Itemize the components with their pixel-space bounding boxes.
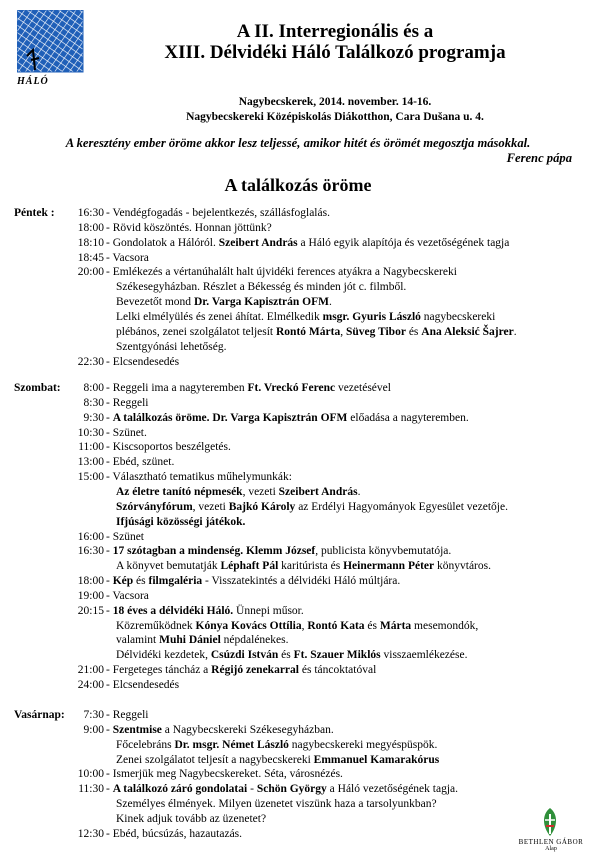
schedule-item: - 17 szótagban a mindenség. Klemm József, publicista könyvbemutatója. xyxy=(106,545,452,558)
schedule-item: - Rövid köszöntés. Honnan jöttünk? xyxy=(106,221,272,234)
schedule-item: - Reggeli xyxy=(106,709,149,721)
schedule-item: - Szünet xyxy=(106,530,145,543)
schedule-item: - Reggeli xyxy=(106,396,149,409)
schedule-item: - Ebéd, szünet. xyxy=(106,456,175,469)
schedule-time: 16:30 xyxy=(77,207,104,219)
schedule-item: Szentgyónási lehetőség. xyxy=(116,340,227,353)
schedule-item: Közreműködnek Kónya Kovács Ottília, Rontó Kata és Márta mesemondók, xyxy=(116,619,479,632)
schedule-item: Személyes élmények. Milyen üzenetet viszünk haza a tarsolyunkban? xyxy=(116,798,437,811)
day-saturday: Szombat: xyxy=(14,382,61,394)
schedule-time: 16:30 xyxy=(77,545,104,558)
schedule-time: 8:00 xyxy=(83,382,104,394)
schedule-item: - Gondolatok a Hálóról. Szeibert András a Háló egyik alapítója és vezetőségének tagja xyxy=(106,236,510,249)
schedule-time: 18:00 xyxy=(77,575,104,588)
schedule-item: valamint Muhi Dániel népdalénekes. xyxy=(116,634,289,647)
schedule-item: Székesegyházban. Részlet a Békesség és minden jót c. filmből. xyxy=(116,281,407,294)
day-friday: Péntek : xyxy=(14,207,55,219)
schedule-item: - Elcsendesedés xyxy=(106,679,180,691)
schedule-item: - Vacsora xyxy=(106,589,149,602)
schedule-time: 11:00 xyxy=(78,441,104,454)
schedule-time: 9:30 xyxy=(83,411,104,424)
event-date: Nagybecskerek, 2014. november. 14-16. xyxy=(238,96,432,108)
title-line-1: A II. Interregionális és a xyxy=(236,21,434,42)
schedule-item: - Kép és filmgaléria - Visszatekintés a délvidéki Háló múltjára. xyxy=(106,575,401,588)
schedule-item: Kinek adjuk tovább az üzenetet? xyxy=(116,812,267,825)
sponsor-name: BETHLEN GÁBOR xyxy=(518,838,584,846)
schedule-item: - Vacsora xyxy=(106,251,149,264)
schedule-time: 22:30 xyxy=(77,355,104,368)
schedule-item: - A találkozás öröme. Dr. Varga Kapisztrán OFM előadása a nagyteremben. xyxy=(106,411,469,424)
schedule-item: - Választható tematikus műhelymunkák: xyxy=(106,471,292,484)
schedule-time: 20:15 xyxy=(77,604,104,617)
schedule-item: plébános, zenei szolgálatot teljesít Rontó Márta, Süveg Tibor és Ana Aleksić Šajrer. xyxy=(116,325,517,338)
schedule-item: Délvidéki kezdetek, Csúzdi István és Ft. Szauer Miklós visszaemlékezése. xyxy=(116,649,468,662)
schedule-item: Főcelebráns Dr. msgr. Német László nagybecskereki megyéspüspök. xyxy=(116,738,438,751)
schedule-item: - A találkozó záró gondolatai - Schön György a Háló vezetőségének tagja. xyxy=(106,783,459,796)
schedule-time: 10:30 xyxy=(77,426,104,439)
schedule-item: - Kiscsoportos beszélgetés. xyxy=(106,441,231,454)
schedule-item: Bevezetőt mond Dr. Varga Kapisztrán OFM. xyxy=(116,296,332,309)
schedule-time: 19:00 xyxy=(77,589,104,602)
schedule-item: Lelki elmélyülés és zenei áhítat. Elmélkedik msgr. Gyuris László nagybecskereki xyxy=(116,310,496,323)
sponsor-sub: Alap xyxy=(545,846,557,852)
schedule-item: Ifjúsági közösségi játékok. xyxy=(116,515,246,528)
day-sunday: Vasárnap: xyxy=(14,709,65,721)
schedule-time: 8:30 xyxy=(83,396,104,409)
schedule-item: - Szünet. xyxy=(106,426,147,439)
schedule-item: Az életre tanító népmesék, vezeti Szeibert András. xyxy=(116,485,361,498)
schedule-time: 18:00 xyxy=(77,221,104,234)
schedule-time: 24:00 xyxy=(77,679,104,691)
schedule-item: - Vendégfogadás - bejelentkezés, szállásfoglalás. xyxy=(106,207,330,219)
schedule-item: Zenei szolgálatot teljesít a nagybecskereki Emmanuel Kamarakórus xyxy=(116,753,440,766)
schedule-item: - 18 éves a délvidéki Háló. Ünnepi műsor. xyxy=(106,604,304,617)
schedule-item: - Ismerjük meg Nagybecskereket. Séta, városnézés. xyxy=(106,768,343,781)
schedule-item: Szórványfórum, vezeti Bajkó Károly az Erdélyi Hagyományok Egyesület vezetője. xyxy=(116,500,508,513)
schedule-item: - Reggeli ima a nagyteremben Ft. Vreckó Ferenc vezetésével xyxy=(106,382,391,394)
schedule-time: 20:00 xyxy=(77,266,104,279)
title-line-2: XIII. Délvidéki Háló Találkozó programja xyxy=(164,42,506,63)
schedule-item: - Szentmise a Nagybecskereki Székesegyházban. xyxy=(106,723,334,736)
event-venue: Nagybecskereki Középiskolás Diákotthon, Cara Dušana u. 4. xyxy=(186,111,484,123)
logo-text: HÁLÓ xyxy=(17,76,49,87)
quote-text: A keresztény ember öröme akkor lesz teljessé, amikor hitét és örömét megosztja másokkal. xyxy=(65,136,531,150)
schedule-time: 16:00 xyxy=(77,530,104,543)
schedule-time: 13:00 xyxy=(77,456,104,469)
schedule-time: 12:30 xyxy=(77,827,104,840)
schedule-time: 15:00 xyxy=(77,471,104,484)
schedule-item: - Fergeteges táncház a Régijó zenekarral és táncoktatóval xyxy=(106,664,377,677)
schedule-time: 18:10 xyxy=(77,236,104,249)
schedule-item: - Emlékezés a vértanúhalált halt újvidéki ferences atyákra a Nagybecskereki xyxy=(106,266,457,279)
schedule-item: - Ebéd, búcsúzás, hazautazás. xyxy=(106,827,243,840)
schedule-item: - Elcsendesedés xyxy=(106,355,180,368)
schedule-time: 7:30 xyxy=(83,709,104,721)
schedule-time: 18:45 xyxy=(77,251,104,264)
schedule-time: 21:00 xyxy=(77,664,104,677)
program-heading: A találkozás öröme xyxy=(224,175,372,195)
schedule-time: 10:00 xyxy=(77,768,104,781)
quote-author: Ferenc pápa xyxy=(506,151,572,165)
schedule-time: 9:00 xyxy=(83,723,104,736)
schedule-item: A könyvet bemutatják Léphaft Pál karitúrista és Heinermann Péter könyvtáros. xyxy=(116,560,491,573)
schedule-time: 11:30 xyxy=(78,783,104,796)
